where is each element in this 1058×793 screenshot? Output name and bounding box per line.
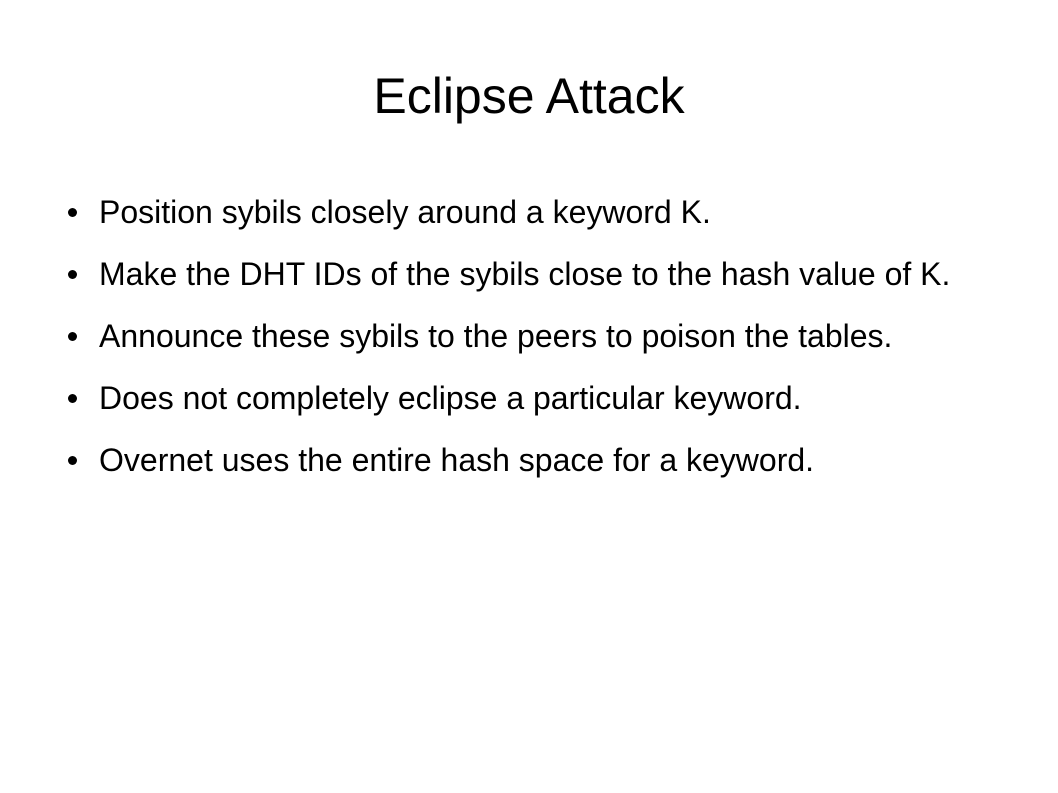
bullet-text: Overnet uses the entire hash space for a keyword. bbox=[99, 442, 815, 478]
bullet-dot-icon bbox=[68, 208, 77, 217]
bullet-text: Does not completely eclipse a particular keyword. bbox=[99, 380, 802, 416]
bullet-text: Position sybils closely around a keyword K. bbox=[99, 194, 711, 230]
bullet-item bbox=[62, 250, 962, 298]
bullet-item bbox=[62, 436, 962, 484]
bullet-dot-icon bbox=[68, 332, 77, 341]
bullet-text: Announce these sybils to the peers to poison the tables. bbox=[99, 318, 893, 354]
bullet-text: Make the DHT IDs of the sybils close to the hash value of K. bbox=[99, 256, 951, 292]
bullet-list bbox=[62, 188, 962, 498]
bullet-item bbox=[62, 188, 962, 236]
bullet-item bbox=[62, 374, 962, 422]
slide-title: Eclipse Attack bbox=[373, 68, 685, 124]
bullet-dot-icon bbox=[68, 456, 77, 465]
bullet-dot-icon bbox=[68, 270, 77, 279]
bullet-dot-icon bbox=[68, 394, 77, 403]
bullet-item bbox=[62, 312, 962, 360]
